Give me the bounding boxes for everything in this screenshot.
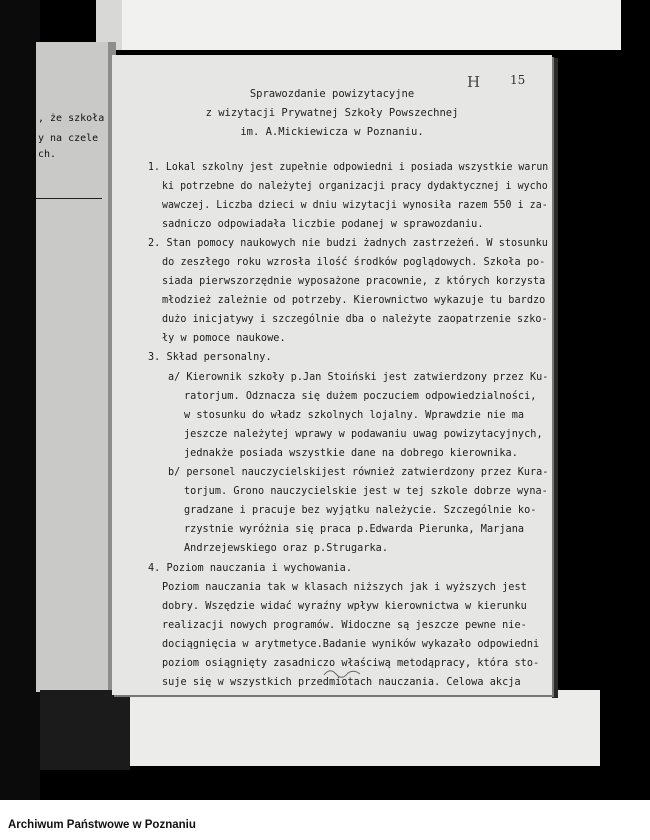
lower-dark-tab	[40, 690, 130, 770]
document-title-line: z wizytacji Prywatnej Szkoły Powszechnej	[205, 107, 459, 119]
document-body-line: siada pierwszorzędnie wyposażone pracownie, z których korzysta	[162, 276, 546, 287]
document-body-line: torjum. Grono nauczycielskie jest w tej szkole dobrze wyna-	[184, 486, 548, 497]
document-body-line: 4. Poziom nauczania i wychowania.	[148, 563, 353, 574]
background-page	[36, 42, 116, 692]
document-title-line: Sprawozdanie powizytacyjne	[249, 88, 415, 100]
archive-name: Archiwum Państwowe w Poznaniu	[8, 819, 196, 831]
left-margin-dark	[0, 0, 40, 800]
document-body-line: poziom osiągnięty zasadniczo właściwą metodąpracy, która sto-	[162, 658, 540, 669]
document-body-line: b/ personel nauczycielskijest również zatwierdzony przez Kura-	[168, 467, 549, 478]
document-body-line: ki potrzebne do należytej organizacji pracy dydaktycznej i wycho	[162, 181, 548, 192]
sheet-shadow-edge	[552, 58, 558, 698]
document-body-line: realizacji nowych programów. Widoczne są jeszcze pewne nie-	[162, 620, 527, 631]
document-body-line: gradzane i pracuje bez wyjątku należycie. Szczególnie ko-	[184, 505, 537, 516]
document-body-line: ratorjum. Odznacza się dużem poczuciem odpowiedzialności,	[184, 391, 537, 402]
top-sheet-edge	[96, 0, 621, 50]
document-body-line: 3. Skład personalny.	[148, 352, 272, 363]
handwritten-mark: H	[467, 73, 481, 91]
background-page-line: , że szkoła	[38, 113, 105, 124]
underlying-sheet	[130, 690, 600, 766]
background-page-rule	[36, 198, 102, 199]
document-body-line: Andrzejewskiego oraz p.Strugarka.	[184, 543, 389, 554]
document-body-line: ły w pomoce naukowe.	[162, 333, 286, 344]
document-body-line: dużo inicjatywy i szczególnie dba o należyte zaopatrzenie szko-	[162, 314, 548, 325]
document-body-line: 2. Stan pomocy naukowych nie budzi żadnych zastrzeżeń. W stosunku	[148, 238, 548, 249]
background-page-line: y na czele	[38, 133, 99, 144]
document-body-line: suje się w wszystkich przedmiotach nauczania. Celowa akcja	[162, 677, 521, 688]
document-body-line: w stosunku do władz szkolnych lojalny. Wprawdzie nie ma	[184, 410, 525, 421]
document-body-line: Poziom nauczania tak w klasach niższych jak i wyższych jest	[162, 582, 527, 593]
ink-flourish	[322, 665, 362, 679]
document-body-line: wawczej. Liczba dzieci w dniu wizytacji wynosiła razem 550 i za-	[162, 200, 548, 211]
document-body-line: do zeszłego roku wzrosła ilość środków poglądowych. Szkoła po-	[162, 257, 546, 268]
document-body-line: 1. Lokal szkolny jest zupełnie odpowiedni i posiada wszystkie warun	[148, 162, 549, 173]
document-title-line: im. A.Mickiewicza w Poznaniu.	[240, 126, 424, 138]
document-body-line: dobry. Wszędzie widać wyraźny wpływ kierownictwa w kierunku	[162, 601, 527, 612]
document-body-line: jednakże posiada wszystkie dane na dobrego kierownika.	[184, 448, 518, 459]
document-body-line: a/ Kierownik szkoły p.Jan Stoiński jest zatwierdzony przez Ku-	[168, 372, 549, 383]
document-body-line: jeszcze należytej wprawy w podawaniu uwag powizytacyjnych,	[184, 429, 543, 440]
document-sheet	[112, 55, 552, 695]
background-page-line: ch.	[38, 149, 57, 160]
document-body-line: młodzież zależnie od potrzeby. Kierownictwo wykazuje tu bardzo	[162, 295, 546, 306]
document-body-line: rzystnie wyróżnia się praca p.Edwarda Pierunka, Marjana	[184, 524, 525, 535]
document-body-line: dociągnięcia w arytmetyce.Badanie wyników wykazało odpowiedni	[162, 639, 540, 650]
page-number: 15	[510, 73, 526, 87]
document-body-line: sadniczo odpowiadała liczbie podanej w sprawozdaniu.	[162, 219, 484, 230]
